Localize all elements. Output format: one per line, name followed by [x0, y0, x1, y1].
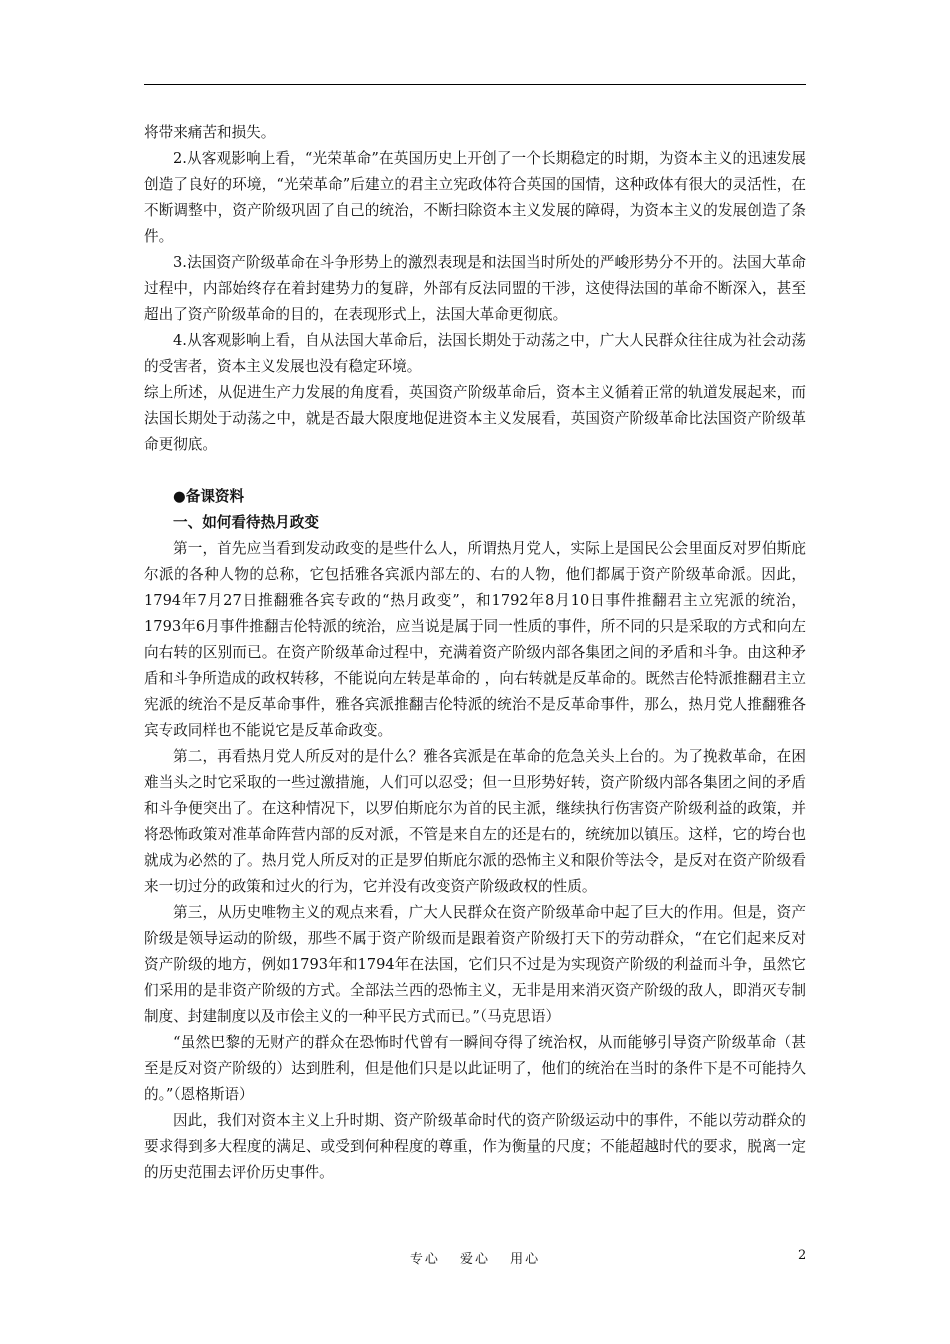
- body-paragraph: 3.法国资产阶级革命在斗争形势上的激烈表现是和法国当时所处的严峻形势分不开的。法国大革命过程中，内部始终存在着封建势力的复辟，外部有反法同盟的干涉，这使得法国的革命不断深入，甚至超出了资产阶级革命的目的，在表现形式上，法国大革命更彻底。: [144, 254, 806, 323]
- body-paragraph: 第二，再看热月党人所反对的是什么？雅各宾派是在革命的危急关头上台的。为了挽救革命，在困难当头之时它采取的一些过激措施，人们可以忍受；但一旦形势好转，资产阶级内部各集团之间的矛盾和斗争便突出了。在这种情况下，以罗伯斯庇尔为首的民主派，继续执行伤害资产阶级利益的政策，并将恐怖政策对准革命阵营内部的反对派，不管是来自左的还是右的，统统加以镇压。这样，它的垮台也就成为必然的了。热月党人所反对的正是罗伯斯庇尔派的恐怖主义和限价等法令，是反对在资产阶级看来一切过分的政策和过火的行为，它并没有改变资产阶级政权的性质。: [144, 748, 806, 895]
- body-paragraph: 2.从客观影响上看，“光荣革命”在英国历史上开创了一个长期稳定的时期，为资本主义的迅速发展创造了良好的环境，“光荣革命”后建立的君主立宪政体符合英国的国情，这种政体有很大的灵活性，在不断调整中，资产阶级巩固了自己的统治，不断扫除资本主义发展的障碍，为资本主义的发展创造了条件。: [144, 150, 806, 245]
- section-heading: 一、如何看待热月政变: [173, 514, 319, 531]
- body-paragraph: “虽然巴黎的无财产的群众在恐怖时代曾有一瞬间夺得了统治权，从而能够引导资产阶级革命（甚至是反对资产阶级的）达到胜利，但是他们只是以此证明了，他们的统治在当时的条件下是不可能持久的。”（恩格斯语）: [144, 1034, 806, 1103]
- body-paragraph: 因此，我们对资本主义上升时期、资产阶级革命时代的资产阶级运动中的事件，不能以劳动群众的要求得到多大程度的满足、或受到何种程度的尊重，作为衡量的尺度；不能超越时代的要求，脱离一定的历史范围去评价历史事件。: [144, 1112, 806, 1181]
- header-rule: [144, 84, 806, 85]
- document-body: [144, 120, 806, 1186]
- body-paragraph: 第一，首先应当看到发动政变的是些什么人，所谓热月党人，实际上是国民公会里面反对罗伯斯庇尔派的各种人物的总称，它包括雅各宾派内部左的、右的人物，他们都属于资产阶级革命派。因此，1794年7月27日推翻雅各宾专政的“热月政变”，和1792年8月10日事件推翻君主立宪派的统治，1793年6月事件推翻吉伦特派的统治，应当说是属于同一性质的事件，所不同的只是采取的方式和向左向右转的区别而已。在资产阶级革命过程中，充满着资产阶级内部各集团之间的矛盾和斗争。由这种矛盾和斗争所造成的政权转移，不能说向左转是革命的 ，向右转就是反革命的。既然吉伦特派推翻君主立宪派的统治不是反革命事件，雅各宾派推翻吉伦特派的统治不是反革命事件，那么，热月党人推翻雅各宾专政同样也不能说它是反革命政变。: [144, 540, 806, 739]
- section-heading: ●备课资料: [173, 488, 245, 505]
- body-paragraph: 综上所述，从促进生产力发展的角度看，英国资产阶级革命后，资本主义循着正常的轨道发展起来，而法国长期处于动荡之中，就是否最大限度地促进资本主义发展看，英国资产阶级革命比法国资产阶级革命更彻底。: [144, 384, 806, 453]
- body-paragraph: 第三，从历史唯物主义的观点来看，广大人民群众在资产阶级革命中起了巨大的作用。但是，资产阶级是领导运动的阶级，那些不属于资产阶级而是跟着资产阶级打天下的劳动群众，“在它们起来反对资产阶级的地方，例如1793年和1794年在法国，它们只不过是为实现资产阶级的利益而斗争，虽然它们采用的是非资产阶级的方式。全部法兰西的恐怖主义，无非是用来消灭资产阶级的敌人，即消灭专制制度、封建制度以及市侩主义的一种平民方式而已。”（马克思语）: [144, 904, 806, 1025]
- page-number: 2: [798, 1248, 807, 1263]
- blank-line: [144, 458, 806, 484]
- footer-motto: 专心 爱心 用心: [409, 1252, 541, 1267]
- body-paragraph: 4.从客观影响上看，自从法国大革命后，法国长期处于动荡之中，广大人民群众往往成为社会动荡的受害者，资本主义发展也没有稳定环境。: [144, 332, 806, 375]
- body-paragraph: 将带来痛苦和损失。: [144, 124, 276, 141]
